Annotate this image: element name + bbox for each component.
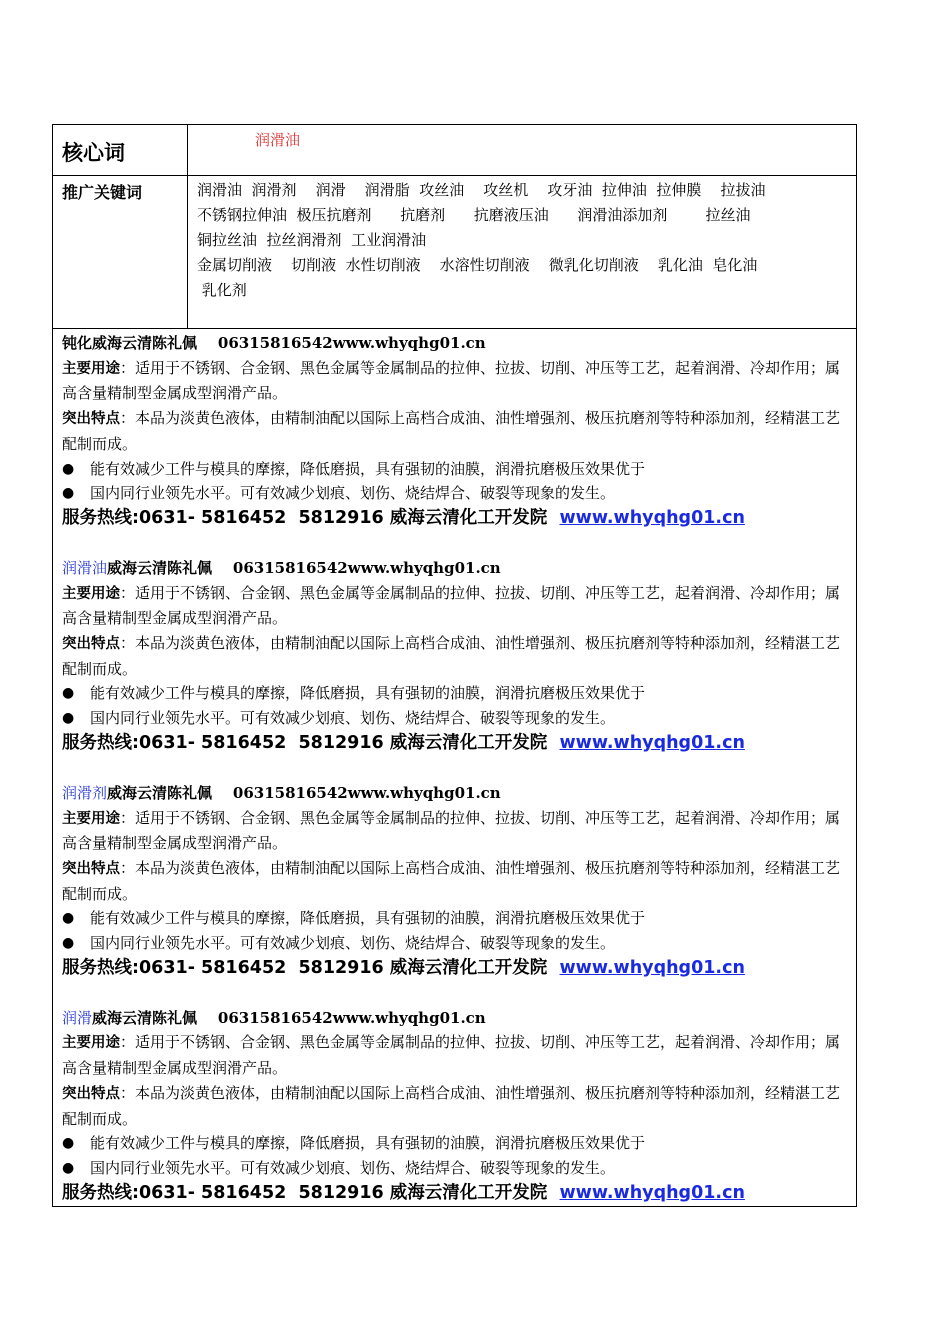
- bullet-item: [62, 681, 848, 706]
- product-block: [62, 556, 848, 756]
- hotline-text: 服务热线:0631- 5816452 5812916 威海云清化工开发院: [62, 957, 560, 978]
- website-link[interactable]: www.whyqhg01.cn: [559, 1182, 745, 1203]
- bullet-item: [62, 906, 848, 931]
- usage-paragraph: [62, 1030, 848, 1080]
- block-heading: [62, 781, 848, 806]
- feature-text: ：本品为淡黄色液体，由精制油配以国际上高档合成油、油性增强剂、极压抗磨剂等特种添加剂，经精湛工艺配制而成。: [62, 858, 841, 903]
- usage-text: ：适用于不锈钢、合金钢、黑色金属等金属制品的拉伸、拉拔、切削、冲压等工艺，起着润滑、冷却作用；属高含量精制型金属成型润滑产品。: [62, 1033, 841, 1078]
- product-content: [53, 329, 856, 1206]
- usage-text: ：适用于不锈钢、合金钢、黑色金属等金属制品的拉伸、拉拔、切削、冲压等工艺，起着润滑、冷却作用；属高含量精制型金属成型润滑产品。: [62, 583, 841, 628]
- hotline-text: 服务热线:0631- 5816452 5812916 威海云清化工开发院: [62, 507, 560, 528]
- product-block: [62, 781, 848, 981]
- bullet-icon: ●: [62, 460, 75, 477]
- bullet-text: 国内同行业领先水平。可有效减少划痕、划伤、烧结焊合、破裂等现象的发生。: [90, 709, 616, 728]
- feature-paragraph: [62, 631, 848, 681]
- usage-label: 主要用途: [62, 810, 120, 827]
- bullet-icon: ●: [62, 485, 75, 502]
- keywords-cell: [188, 176, 856, 328]
- bullet-text: 国内同行业领先水平。可有效减少划痕、划伤、烧结焊合、破裂等现象的发生。: [90, 484, 616, 503]
- product-block: [62, 331, 848, 531]
- heading-keyword: 润滑剂: [62, 783, 108, 802]
- usage-text: ：适用于不锈钢、合金钢、黑色金属等金属制品的拉伸、拉拔、切削、冲压等工艺，起着润滑、冷却作用；属高含量精制型金属成型润滑产品。: [62, 358, 841, 403]
- heading-text: 威海云清陈礼佩 06315816542www.whyqhg01.cn: [107, 558, 501, 577]
- heading-text: 威海云清陈礼佩 06315816542www.whyqhg01.cn: [107, 783, 501, 802]
- website-link[interactable]: www.whyqhg01.cn: [559, 957, 745, 978]
- block-heading: [62, 556, 848, 581]
- feature-text: ：本品为淡黄色液体，由精制油配以国际上高档合成油、油性增强剂、极压抗磨剂等特种添加剂，经精湛工艺配制而成。: [62, 634, 841, 678]
- bullet-icon: ●: [62, 1135, 75, 1152]
- bullet-icon: ●: [62, 935, 75, 952]
- heading-text: 钝化威海云清陈礼佩 06315816542www.whyqhg01.cn: [62, 334, 486, 352]
- heading-keyword: 润滑: [62, 1008, 93, 1027]
- usage-label: 主要用途: [62, 1035, 120, 1052]
- feature-text: ：本品为淡黄色液体，由精制油配以国际上高档合成油、油性增强剂、极压抗磨剂等特种添加剂，经精湛工艺配制而成。: [62, 1083, 841, 1128]
- usage-text: ：适用于不锈钢、合金钢、黑色金属等金属制品的拉伸、拉拔、切削、冲压等工艺，起着润滑、冷却作用；属高含量精制型金属成型润滑产品。: [62, 808, 841, 853]
- block-heading: [62, 1006, 848, 1031]
- core-word-row: [53, 125, 856, 176]
- usage-label: 主要用途: [62, 585, 120, 602]
- keyword-line: 润滑油 润滑剂 润滑 润滑脂 攻丝油 攻丝机 攻牙油 拉伸油 拉伸膜 拉拔油: [197, 181, 766, 199]
- bullet-icon: ●: [62, 685, 75, 702]
- bullet-text: 能有效减少工件与模具的摩擦，降低磨损，具有强韧的油膜，润滑抗磨极压效果优于: [90, 684, 646, 703]
- bullet-text: 能有效减少工件与模具的摩擦，降低磨损，具有强韧的油膜，润滑抗磨极压效果优于: [90, 1134, 646, 1153]
- feature-paragraph: [62, 856, 848, 906]
- keyword-line: 不锈钢拉伸油 极压抗磨剂 抗磨剂 抗磨液压油 润滑油添加剂 拉丝油: [197, 206, 751, 224]
- heading-keyword: 润滑油: [62, 558, 108, 577]
- usage-paragraph: [62, 806, 848, 856]
- hotline-text: 服务热线:0631- 5816452 5812916 威海云清化工开发院: [62, 732, 560, 753]
- bullet-item: [62, 457, 848, 482]
- usage-paragraph: [62, 356, 848, 406]
- block-heading: [62, 331, 848, 356]
- bullet-item: [62, 481, 848, 506]
- feature-paragraph: [62, 406, 848, 456]
- bullet-icon: ●: [62, 1159, 75, 1176]
- feature-label: 突出特点: [62, 636, 120, 653]
- bullet-item: [62, 931, 848, 956]
- keyword-line: 金属切削液 切削液 水性切削液 水溶性切削液 微乳化切削液 乳化油 皂化油: [197, 256, 758, 274]
- feature-label: 突出特点: [62, 1085, 120, 1102]
- bullet-text: 能有效减少工件与模具的摩擦，降低磨损，具有强韧的油膜，润滑抗磨极压效果优于: [90, 909, 646, 928]
- product-block: [62, 1006, 848, 1206]
- hotline: [62, 956, 848, 981]
- hotline: [62, 731, 848, 756]
- hotline: [62, 1181, 848, 1206]
- feature-label: 突出特点: [62, 860, 120, 877]
- website-link[interactable]: www.whyqhg01.cn: [559, 507, 745, 528]
- core-word-value: 润滑油: [255, 131, 301, 149]
- keywords-label: 推广关键词: [53, 176, 188, 328]
- hotline: [62, 506, 848, 531]
- bullet-item: [62, 1131, 848, 1156]
- bullet-icon: ●: [62, 710, 75, 727]
- bullet-icon: ●: [62, 910, 75, 927]
- core-word-cell: [188, 125, 856, 175]
- bullet-text: 国内同行业领先水平。可有效减少划痕、划伤、烧结焊合、破裂等现象的发生。: [90, 934, 616, 953]
- usage-paragraph: [62, 581, 848, 631]
- bullet-text: 能有效减少工件与模具的摩擦，降低磨损，具有强韧的油膜，润滑抗磨极压效果优于: [90, 459, 646, 478]
- keyword-line: 乳化剂: [197, 281, 247, 299]
- bullet-text: 国内同行业领先水平。可有效减少划痕、划伤、烧结焊合、破裂等现象的发生。: [90, 1158, 616, 1177]
- usage-label: 主要用途: [62, 360, 120, 377]
- core-word-label: 核心词: [53, 125, 188, 175]
- document-table: [52, 124, 857, 1207]
- feature-text: ：本品为淡黄色液体，由精制油配以国际上高档合成油、油性增强剂、极压抗磨剂等特种添加剂，经精湛工艺配制而成。: [62, 409, 841, 453]
- website-link[interactable]: www.whyqhg01.cn: [559, 732, 745, 753]
- keywords-row: [53, 176, 856, 329]
- feature-paragraph: [62, 1081, 848, 1131]
- keyword-line: 铜拉丝油 拉丝润滑剂 工业润滑油: [197, 231, 427, 249]
- hotline-text: 服务热线:0631- 5816452 5812916 威海云清化工开发院: [62, 1182, 560, 1203]
- bullet-item: [62, 706, 848, 731]
- heading-text: 威海云清陈礼佩 06315816542www.whyqhg01.cn: [92, 1008, 486, 1027]
- bullet-item: [62, 1156, 848, 1181]
- feature-label: 突出特点: [62, 411, 120, 428]
